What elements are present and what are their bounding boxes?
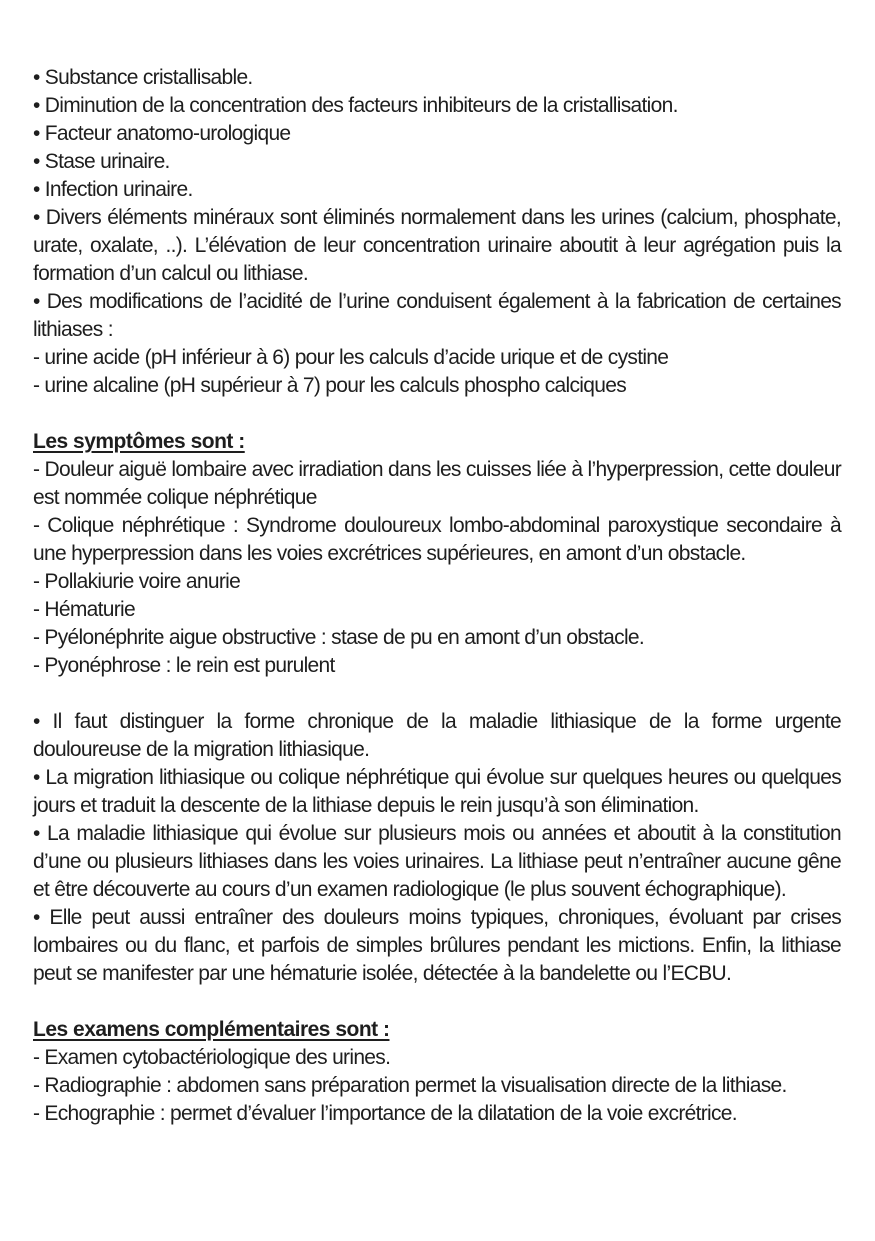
section-heading: Les symptômes sont : bbox=[33, 430, 245, 453]
list-item: • La migration lithiasique ou colique néphrétique qui évolue sur quelques heures ou quelques jours et traduit la descente de la lithiase depuis le rein jusqu’à son élimination. bbox=[33, 766, 841, 817]
list-item: - Pyélonéphrite aigue obstructive : stase de pu en amont d’un obstacle. bbox=[33, 626, 645, 649]
list-item: - Pyonéphrose : le rein est purulent bbox=[33, 654, 335, 677]
list-item: • Diminution de la concentration des facteurs inhibiteurs de la cristallisation. bbox=[33, 94, 678, 117]
list-item: - Pollakiurie voire anurie bbox=[33, 570, 241, 593]
list-item: - Echographie : permet d’évaluer l’importance de la dilatation de la voie excrétrice. bbox=[33, 1102, 737, 1125]
spacer bbox=[33, 680, 841, 708]
section-exams bbox=[33, 1016, 841, 1128]
list-item: • Divers éléments minéraux sont éliminés normalement dans les urines (calcium, phosphate, urate, oxalate, ..). L’élévation de leur concentration urinaire aboutit à leur agrégation puis la formation d’un calcul ou lithiase. bbox=[33, 206, 841, 285]
list-item: • Facteur anatomo-urologique bbox=[33, 122, 291, 145]
list-item: - Colique néphrétique : Syndrome douloureux lombo-abdominal paroxystique secondaire à une hyperpression dans les voies excrétrices supérieures, en amont d’un obstacle. bbox=[33, 514, 841, 565]
section-forms bbox=[33, 708, 841, 988]
document-page bbox=[33, 64, 841, 1128]
list-item: - urine acide (pH inférieur à 6) pour les calculs d’acide urique et de cystine bbox=[33, 346, 669, 369]
list-item: • Infection urinaire. bbox=[33, 178, 193, 201]
list-item: • Elle peut aussi entraîner des douleurs moins typiques, chroniques, évoluant par crises lombaires ou du flanc, et parfois de simples brûlures pendant les mictions. Enfin, la lithiase peut se manifester par une hématurie isolée, détectée à la bandelette ou l’ECBU. bbox=[33, 906, 841, 985]
list-item: - Examen cytobactériologique des urines. bbox=[33, 1046, 391, 1069]
section-intro bbox=[33, 64, 841, 400]
list-item: • Il faut distinguer la forme chronique de la maladie lithiasique de la forme urgente douloureuse de la migration lithiasique. bbox=[33, 710, 841, 761]
list-item: - Douleur aiguë lombaire avec irradiation dans les cuisses liée à l’hyperpression, cette douleur est nommée colique néphrétique bbox=[33, 458, 841, 509]
section-heading: Les examens complémentaires sont : bbox=[33, 1018, 390, 1041]
list-item: • Des modifications de l’acidité de l’urine conduisent également à la fabrication de certaines lithiases : bbox=[33, 290, 841, 341]
spacer bbox=[33, 400, 841, 428]
list-item: • Substance cristallisable. bbox=[33, 66, 253, 89]
list-item: - Hématurie bbox=[33, 598, 135, 621]
list-item: - urine alcaline (pH supérieur à 7) pour les calculs phospho calciques bbox=[33, 374, 627, 397]
list-item: - Radiographie : abdomen sans préparation permet la visualisation directe de la lithiase. bbox=[33, 1074, 787, 1097]
section-symptoms bbox=[33, 428, 841, 680]
spacer bbox=[33, 988, 841, 1016]
list-item: • La maladie lithiasique qui évolue sur plusieurs mois ou années et aboutit à la constitution d’une ou plusieurs lithiases dans les voies urinaires. La lithiase peut n’entraîner aucune gêne et être découverte au cours d’un examen radiologique (le plus souvent échographique). bbox=[33, 822, 841, 901]
list-item: • Stase urinaire. bbox=[33, 150, 170, 173]
